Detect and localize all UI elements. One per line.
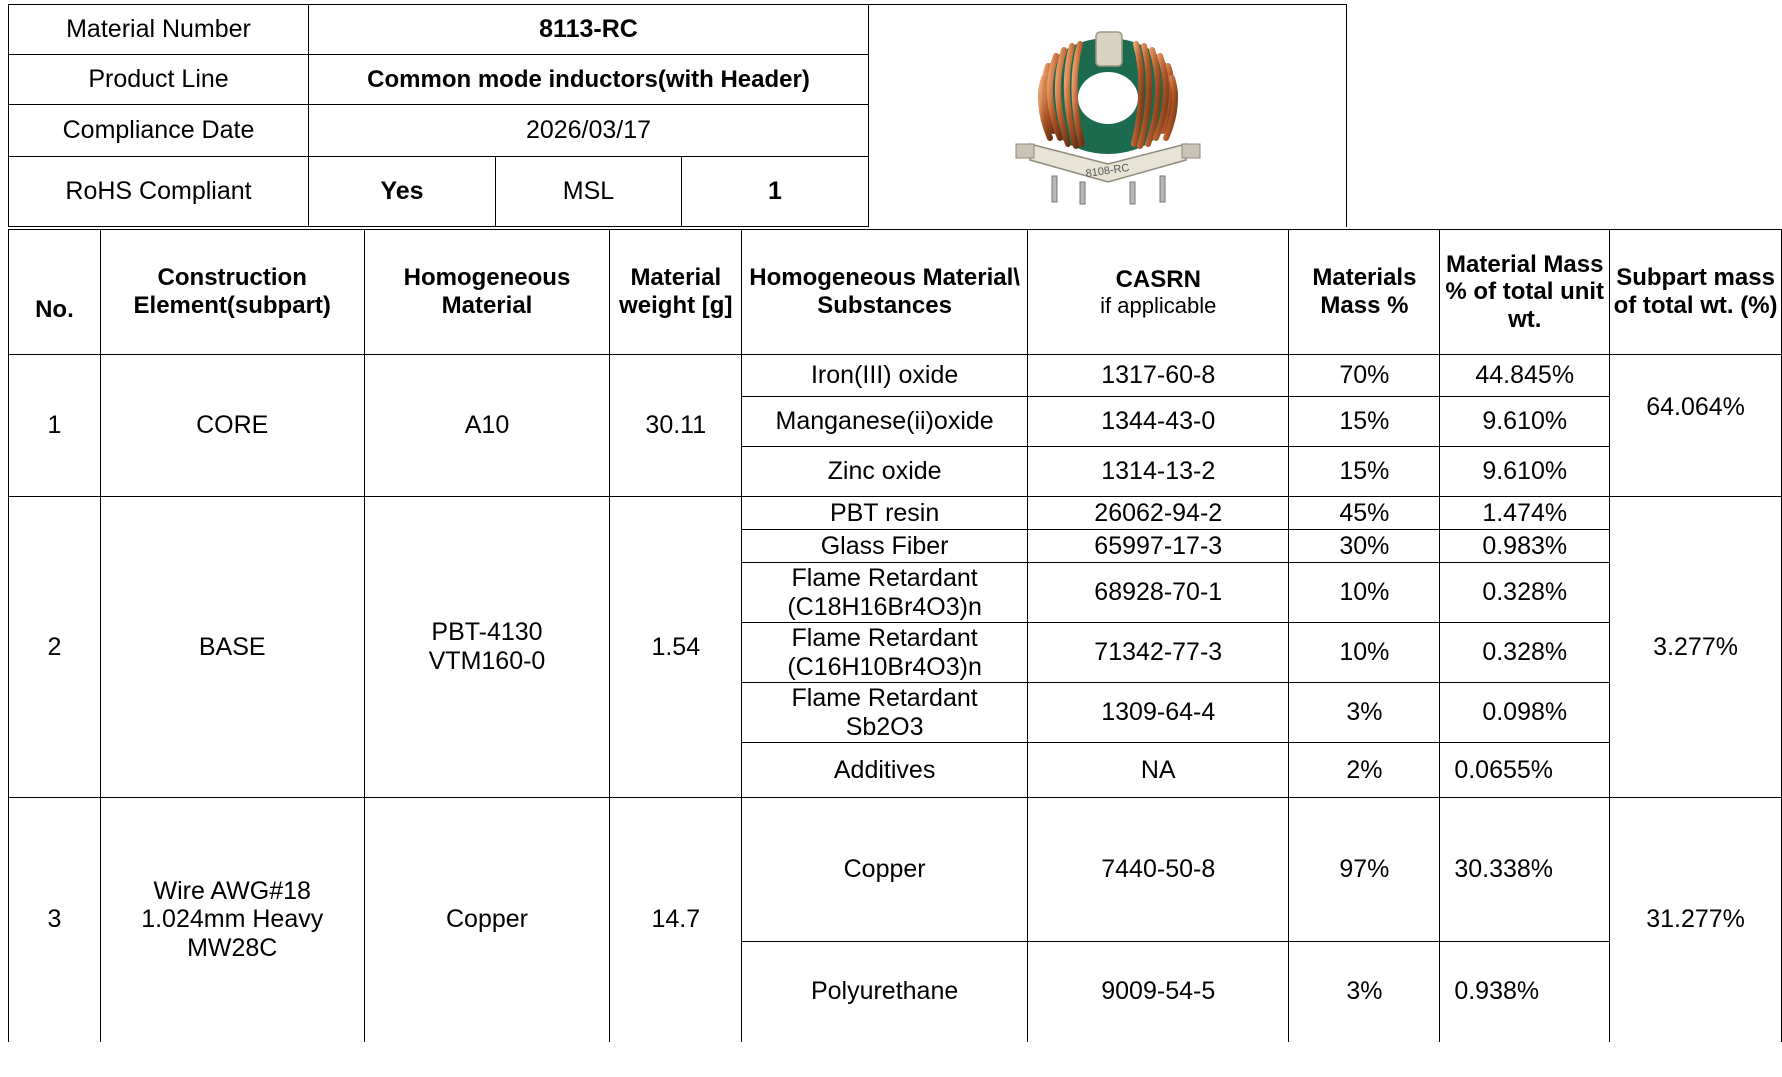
- unit-mass-pct: 0.328%: [1440, 563, 1610, 623]
- unit-mass-pct: 30.338%: [1440, 798, 1610, 942]
- col-subpart-pct: Subpart mass of total wt. (%): [1610, 230, 1782, 355]
- material-number-value: 8113-RC: [309, 5, 869, 55]
- compliance-date-value: 2026/03/17: [309, 105, 869, 157]
- product-info-table: [8, 4, 1347, 227]
- col-no: No.: [9, 230, 101, 355]
- materials-mass-pct: 2%: [1289, 743, 1440, 798]
- material-number-label: Material Number: [9, 5, 309, 55]
- materials-mass-pct: 3%: [1289, 683, 1440, 743]
- composition-table: [8, 229, 1782, 1042]
- casrn-value: 68928-70-1: [1028, 563, 1289, 623]
- materials-mass-pct: 70%: [1289, 355, 1440, 397]
- col-casrn: [1028, 230, 1289, 355]
- unit-mass-pct: 0.0655%: [1440, 743, 1610, 798]
- row-number: 1: [9, 355, 101, 497]
- construction-element: Wire AWG#18 1.024mm Heavy MW28C: [100, 798, 364, 1042]
- col-construction: Construction Element(subpart): [100, 230, 364, 355]
- materials-mass-pct: 3%: [1289, 942, 1440, 1042]
- substance-name: Copper: [742, 798, 1028, 942]
- unit-mass-pct: 0.983%: [1440, 530, 1610, 563]
- rohs-label: RoHS Compliant: [9, 157, 309, 227]
- compliance-date-label: Compliance Date: [9, 105, 309, 157]
- row-number: 2: [9, 497, 101, 798]
- materials-mass-pct: 97%: [1289, 798, 1440, 942]
- column-header-row: [9, 230, 1782, 355]
- col-casrn-sub: if applicable: [1100, 293, 1217, 319]
- table-row: [9, 355, 1782, 397]
- materials-mass-pct: 10%: [1289, 623, 1440, 683]
- table-row: [9, 798, 1782, 942]
- substance-name: Flame Retardant (C18H16Br4O3)n: [742, 563, 1028, 623]
- material-weight: 1.54: [610, 497, 742, 798]
- casrn-value: 1309-64-4: [1028, 683, 1289, 743]
- homogeneous-material: A10: [364, 355, 610, 497]
- substance-name: PBT resin: [742, 497, 1028, 530]
- construction-element: CORE: [100, 355, 364, 497]
- substance-name: Flame Retardant (C16H10Br4O3)n: [742, 623, 1028, 683]
- rohs-value: Yes: [309, 157, 496, 227]
- casrn-value: 26062-94-2: [1028, 497, 1289, 530]
- msl-value: 1: [682, 157, 869, 227]
- product-line-label: Product Line: [9, 55, 309, 105]
- casrn-value: NA: [1028, 743, 1289, 798]
- inductor-image: [1008, 26, 1208, 206]
- col-unit-pct: Material Mass % of total unit wt.: [1440, 230, 1610, 355]
- col-casrn-title: CASRN: [1115, 265, 1201, 293]
- unit-mass-pct: 0.938%: [1440, 942, 1610, 1042]
- material-weight: 30.11: [610, 355, 742, 497]
- subpart-mass-pct: 3.277%: [1610, 497, 1782, 798]
- subpart-mass-pct: 31.277%: [1610, 798, 1782, 1042]
- unit-mass-pct: 9.610%: [1440, 447, 1610, 497]
- material-weight: 14.7: [610, 798, 742, 1042]
- composition-body: [9, 355, 1782, 1042]
- materials-mass-pct: 30%: [1289, 530, 1440, 563]
- substance-name: Additives: [742, 743, 1028, 798]
- unit-mass-pct: 9.610%: [1440, 397, 1610, 447]
- subpart-mass-pct: 64.064%: [1610, 355, 1782, 497]
- substance-name: Glass Fiber: [742, 530, 1028, 563]
- inductor-image-label: 8108-RC: [1084, 161, 1130, 180]
- msl-label: MSL: [496, 157, 682, 227]
- row-number: 3: [9, 798, 101, 1042]
- casrn-value: 7440-50-8: [1028, 798, 1289, 942]
- casrn-value: 71342-77-3: [1028, 623, 1289, 683]
- substance-name: Zinc oxide: [742, 447, 1028, 497]
- casrn-value: 1344-43-0: [1028, 397, 1289, 447]
- col-substances: Homogeneous Material\ Substances: [742, 230, 1028, 355]
- casrn-value: 65997-17-3: [1028, 530, 1289, 563]
- casrn-value: 9009-54-5: [1028, 942, 1289, 1042]
- table-row: [9, 497, 1782, 530]
- materials-mass-pct: 45%: [1289, 497, 1440, 530]
- casrn-value: 1317-60-8: [1028, 355, 1289, 397]
- unit-mass-pct: 0.098%: [1440, 683, 1610, 743]
- substance-name: Polyurethane: [742, 942, 1028, 1042]
- col-homogeneous: Homogeneous Material: [364, 230, 610, 355]
- unit-mass-pct: 44.845%: [1440, 355, 1610, 397]
- substance-name: Iron(III) oxide: [742, 355, 1028, 397]
- casrn-value: 1314-13-2: [1028, 447, 1289, 497]
- homogeneous-material: Copper: [364, 798, 610, 1042]
- construction-element: BASE: [100, 497, 364, 798]
- materials-mass-pct: 10%: [1289, 563, 1440, 623]
- col-weight: Material weight [g]: [610, 230, 742, 355]
- unit-mass-pct: 1.474%: [1440, 497, 1610, 530]
- materials-mass-pct: 15%: [1289, 397, 1440, 447]
- product-image-cell: [869, 5, 1347, 227]
- materials-mass-pct: 15%: [1289, 447, 1440, 497]
- col-mass-pct: Materials Mass %: [1289, 230, 1440, 355]
- substance-name: Flame Retardant Sb2O3: [742, 683, 1028, 743]
- product-line-value: Common mode inductors(with Header): [309, 55, 869, 105]
- substance-name: Manganese(ii)oxide: [742, 397, 1028, 447]
- homogeneous-material: PBT-4130 VTM160-0: [364, 497, 610, 798]
- unit-mass-pct: 0.328%: [1440, 623, 1610, 683]
